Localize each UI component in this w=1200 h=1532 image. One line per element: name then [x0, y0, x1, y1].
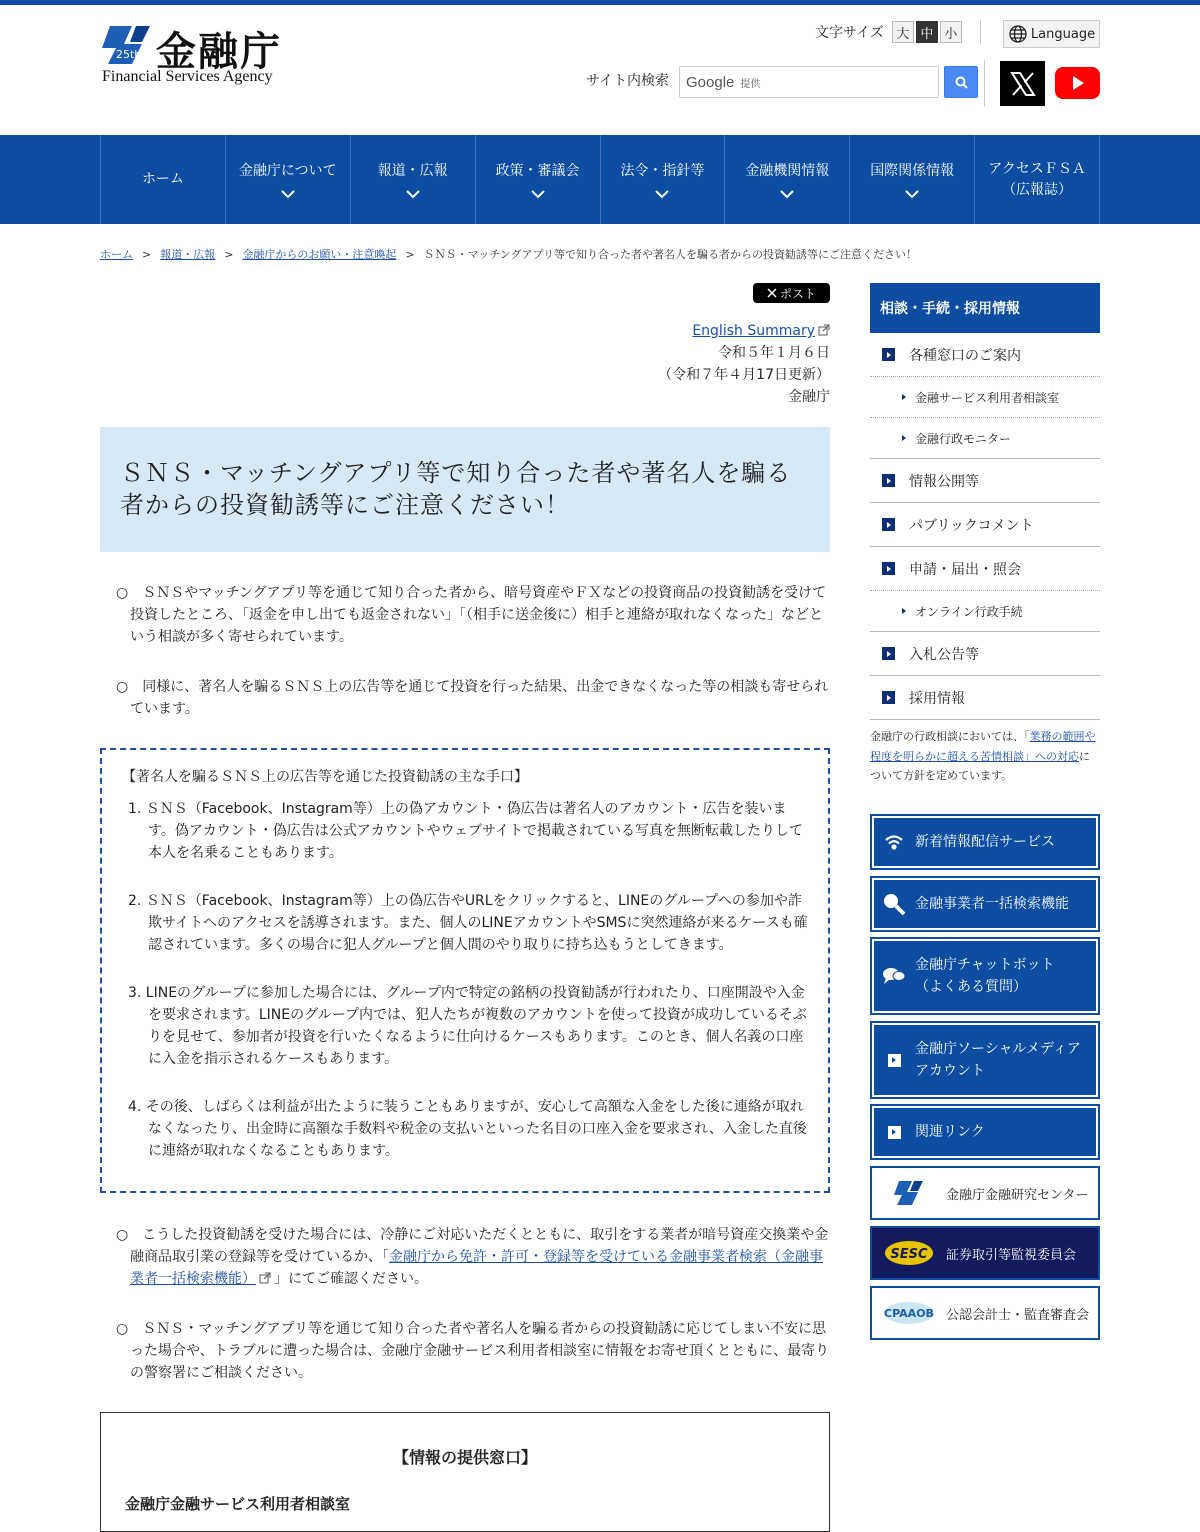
sidebar-item-label: 金融行政モニター	[915, 431, 1012, 446]
arrow-square-icon	[882, 691, 895, 704]
breadcrumb-separator: >	[224, 248, 234, 261]
list-item: 1. ＳＮＳ（Facebook、Instagram等）上の偽アカウント・偽広告は著名人のアカウント・広告を装います。偽アカウント・偽広告は公式アカウントやウェブサイトで掲載されている写真を無断転載したりして本人を名乗ることもあります。	[128, 801, 804, 861]
page-title: ＳＮＳ・マッチングアプリ等で知り合った者や著名人を騙る者からの投資勧誘等にご注意ください！	[120, 459, 792, 519]
sidebar-item-public-comment[interactable]	[870, 503, 1100, 547]
sidebar-item-label: オンライン行政手続	[915, 604, 1023, 619]
sesc-logo-text: SESC	[890, 1247, 928, 1262]
sidebar-note-tail: について方針を定めています。	[870, 749, 1090, 782]
sesc-button[interactable]	[870, 1226, 1100, 1280]
nav-home[interactable]	[101, 135, 226, 224]
breadcrumb	[100, 246, 917, 262]
sidebar-item-online-procedures[interactable]	[870, 591, 1100, 632]
news-delivery-button[interactable]	[870, 814, 1100, 870]
globe-icon	[1008, 24, 1028, 44]
arrow-square-icon	[882, 647, 895, 660]
sidebar-item-recruitment[interactable]	[870, 676, 1100, 720]
top-accent-bar	[0, 0, 1200, 5]
chat-bubbles-icon	[882, 966, 906, 986]
fsa-logo[interactable]	[102, 24, 302, 94]
caret-right-icon	[902, 435, 906, 441]
nav-access-fsa[interactable]	[975, 135, 1100, 224]
nav-about[interactable]	[226, 135, 351, 224]
nav-label: 法令・指針等	[620, 162, 705, 179]
paragraph-3-tail: 」にてご確認ください。	[274, 1271, 428, 1287]
sidebar-item-tenders[interactable]	[870, 632, 1100, 676]
chevron-down-icon	[780, 190, 794, 199]
x-logo-icon	[1010, 71, 1036, 97]
arrow-square-icon	[888, 1126, 901, 1139]
cpaaob-logo-icon	[883, 1301, 935, 1325]
chevron-down-icon	[281, 190, 295, 199]
font-size-label: 文字サイズ	[815, 25, 884, 41]
updated-date: （令和７年４月17日更新）	[658, 367, 830, 383]
sidebar-item-label: 各種窓口のご案内	[909, 347, 1021, 364]
x-social-button[interactable]	[1000, 61, 1045, 106]
research-center-label: 金融庁金融研究センター	[946, 1187, 1089, 1203]
paragraph-1: ○ ＳＮＳやマッチングアプリ等を通じて知り合った者から、暗号資産やＦＸなどの投資商品の投資勧誘を受けて投資したところ、「返金を申し出ても返金されない」「（相手に送金後に）相手と連絡が取れなくなった」などという相談が多く寄せられています。	[116, 585, 827, 645]
research-center-button[interactable]	[870, 1166, 1100, 1220]
nav-laws[interactable]	[601, 135, 726, 224]
breadcrumb-notices[interactable]: 金融庁からのお願い・注意喚起	[242, 248, 397, 261]
x-small-icon	[767, 288, 777, 298]
logo-badge: 25th	[116, 48, 142, 61]
site-search-input[interactable]	[679, 66, 939, 98]
list-item: 2. ＳＮＳ（Facebook、Instagram等）上の偽広告やURLをクリックすると、LINEのグループへの参加や詐欺サイトへのアクセスを誘導されます。また、個人のLINEアカウントやSMSに突然連絡が来るケースも確認されています。多くの場合に犯人グループと個人間のやり取りに持ち込もうとしてきます。	[128, 893, 808, 953]
sidebar-item-applications[interactable]	[870, 547, 1100, 591]
sidebar-menu	[870, 333, 1100, 720]
breadcrumb-current: ＳＮＳ・マッチングアプリ等で知り合った者や著名人を騙る者からの投資勧誘等にご注意ください！	[423, 248, 918, 261]
operator-search-label: 金融事業者一括検索機能	[915, 896, 1069, 912]
logo-english: Financial Services Agency	[102, 68, 273, 85]
font-size-medium-button[interactable]: 中	[916, 21, 938, 43]
youtube-play-icon	[1070, 75, 1086, 91]
google-brand: Google	[686, 73, 735, 91]
paragraph-4: ○ ＳＮＳ・マッチングアプリ等を通じて知り合った者や著名人を騙る者からの投資勧誘に応じてしまい不安に思った場合や、トラブルに遭った場合は、金融庁金融サービス利用者相談室に情報をお寄せ頂くとともに、最寄りの警察署にご相談ください。	[116, 1321, 830, 1381]
financial-operator-search-link[interactable]: 金融庁から免許・許可・登録等を受けている金融事業者検索（金融事業者一括検索機能）	[130, 1249, 823, 1287]
sidebar-item-label: 採用情報	[909, 690, 965, 707]
arrow-square-icon	[882, 518, 895, 531]
cpaaob-logo-text: CPAAOB	[884, 1307, 934, 1320]
google-provided: 提供	[740, 78, 761, 90]
nav-label: アクセスＦＳＡ	[988, 160, 1086, 177]
global-nav	[0, 135, 1200, 224]
list-item: 4. その後、しばらくは利益が出たように装うこともありますが、安心して高額な入金をした後に連絡が取れなくなったり、出金時に高額な手数料や税金の支払いといった名目の口座入金を要求され、入金した直後に連絡が取れなくなることもあります。	[128, 1099, 807, 1159]
publisher: 金融庁	[788, 389, 830, 405]
title-box	[100, 427, 830, 552]
breadcrumb-separator: >	[405, 248, 415, 261]
tactics-heading: 【著名人を騙るＳＮＳ上の広告等を通じた投資勧誘の主な手口】	[122, 769, 528, 785]
sidebar-item-disclosure[interactable]	[870, 459, 1100, 503]
post-label: ポスト	[779, 286, 816, 301]
header-divider-social	[984, 60, 985, 106]
nav-international[interactable]	[850, 135, 975, 224]
info-heading: 【情報の提供窓口】	[392, 1448, 537, 1467]
magnifier-icon	[882, 892, 906, 916]
info-contact-box	[100, 1412, 830, 1532]
caret-right-icon	[902, 394, 906, 400]
nav-label: 国際関係情報	[870, 162, 955, 179]
fsa-logo-mark-icon	[102, 24, 152, 66]
paragraph-3	[116, 1224, 830, 1290]
tactics-box	[100, 748, 830, 1193]
font-size-large-button[interactable]: 大	[892, 21, 914, 43]
nav-label: 金融庁について	[238, 162, 337, 179]
nav-label: 報道・広報	[377, 162, 448, 179]
chevron-down-icon	[406, 190, 420, 199]
sesc-logo-icon	[884, 1239, 934, 1267]
search-icon	[955, 76, 968, 89]
logo-text: 金融庁	[156, 28, 282, 75]
nav-institutions[interactable]	[725, 135, 850, 224]
arrow-square-icon	[882, 474, 895, 487]
social-media-button[interactable]	[870, 1021, 1100, 1099]
paragraph-2: ○ 同様に、著名人を騙るＳＮＳ上の広告等を通じて投資を行った結果、出金できなくなった等の相談も寄せられています。	[116, 679, 829, 717]
sidebar-heading: 相談・手続・採用情報	[870, 283, 1100, 333]
breadcrumb-press[interactable]: 報道・広報	[160, 248, 216, 261]
sidebar-item-contacts[interactable]	[870, 333, 1100, 377]
chatbot-button[interactable]	[870, 937, 1100, 1015]
sidebar-item-label: 情報公開等	[909, 473, 979, 490]
info-subheading: 金融庁金融サービス利用者相談室	[125, 1495, 351, 1513]
wifi-icon	[884, 834, 904, 850]
sesc-label: 証券取引等監視委員会	[946, 1247, 1077, 1263]
tactics-list	[122, 798, 808, 1162]
nav-press[interactable]	[351, 135, 476, 224]
breadcrumb-home[interactable]: ホーム	[100, 248, 133, 261]
operator-search-button[interactable]	[870, 876, 1100, 932]
social-media-sublabel: アカウント	[915, 1063, 985, 1079]
list-item: 3. LINEのグループに参加した場合には、グループ内で特定の銘柄の投資勧誘が行われたり、口座開設や入金を要求されます。LINEのグループ内では、犯人たちが複数のアカウントを使って投資が成功しているそぶりを見せて、参加者が投資を行いたくなるように仕向けるケースもあります。このとき、個人名義の口座に入金を指示されるケースもあります。	[128, 985, 807, 1067]
chatbot-sublabel: （よくある質問）	[915, 979, 1027, 995]
header-divider	[980, 20, 981, 44]
fsa-research-logo-icon	[894, 1180, 924, 1206]
cpaaob-label: 公認会計士・監査審査会	[946, 1307, 1090, 1323]
sidebar-item-label: 入札公告等	[909, 646, 979, 663]
nav-label-sub: （広報誌）	[1002, 181, 1073, 198]
font-size-small-button[interactable]: 小	[940, 21, 962, 43]
complaint-policy-link[interactable]: 業務の範囲や程度を明らかに超える苦情相談」への対応	[870, 730, 1096, 763]
english-summary-link[interactable]: English Summary	[692, 323, 815, 339]
site-search-label: サイト内検索	[586, 73, 670, 89]
sidebar-item-monitor[interactable]	[870, 418, 1100, 459]
arrow-square-icon	[882, 562, 895, 575]
sidebar-note-text: 金融庁の行政相談においては、「	[870, 730, 1030, 743]
publish-date: 令和５年１月６日	[718, 345, 830, 361]
arrow-square-icon	[888, 1054, 901, 1067]
sidebar-note	[870, 727, 1100, 786]
nav-label: 金融機関情報	[745, 162, 830, 179]
font-size-switcher	[815, 21, 962, 43]
related-links-button[interactable]	[870, 1104, 1100, 1160]
chevron-down-icon	[905, 190, 919, 199]
paragraph-3-text: ○ こうした投資勧誘を受けた場合には、冷静にご対応いただくとともに、取引をする業者が暗号資産交換業や金融商品取引業の登録等を受けているか、「	[116, 1227, 829, 1265]
sidebar-item-label: 申請・届出・照会	[909, 561, 1021, 578]
related-links-label: 関連リンク	[915, 1124, 985, 1140]
external-link-icon	[818, 324, 830, 336]
sidebar-item-label: パブリックコメント	[909, 517, 1034, 534]
chevron-down-icon	[655, 190, 669, 199]
language-button[interactable]	[1003, 20, 1100, 48]
sidebar-item-label: 金融サービス利用者相談室	[915, 390, 1060, 405]
youtube-button[interactable]	[1055, 67, 1100, 99]
search-button[interactable]	[944, 66, 978, 98]
nav-policy[interactable]	[476, 135, 601, 224]
sidebar-item-consumer-desk[interactable]	[870, 377, 1100, 418]
news-delivery-label: 新着情報配信サービス	[915, 834, 1055, 850]
chatbot-label: 金融庁チャットボット	[915, 957, 1055, 973]
nav-label: 政策・審議会	[495, 162, 580, 179]
social-media-label: 金融庁ソーシャルメディア	[915, 1041, 1081, 1057]
nav-label: ホーム	[141, 171, 184, 187]
chevron-down-icon	[531, 190, 545, 199]
arrow-square-icon	[882, 348, 895, 361]
breadcrumb-separator: >	[142, 248, 152, 261]
article-meta	[658, 320, 830, 408]
external-link-icon	[259, 1272, 271, 1284]
caret-right-icon	[902, 608, 906, 614]
x-post-button[interactable]	[753, 283, 830, 303]
language-label: Language	[1030, 26, 1096, 42]
cpaaob-button[interactable]	[870, 1286, 1100, 1340]
